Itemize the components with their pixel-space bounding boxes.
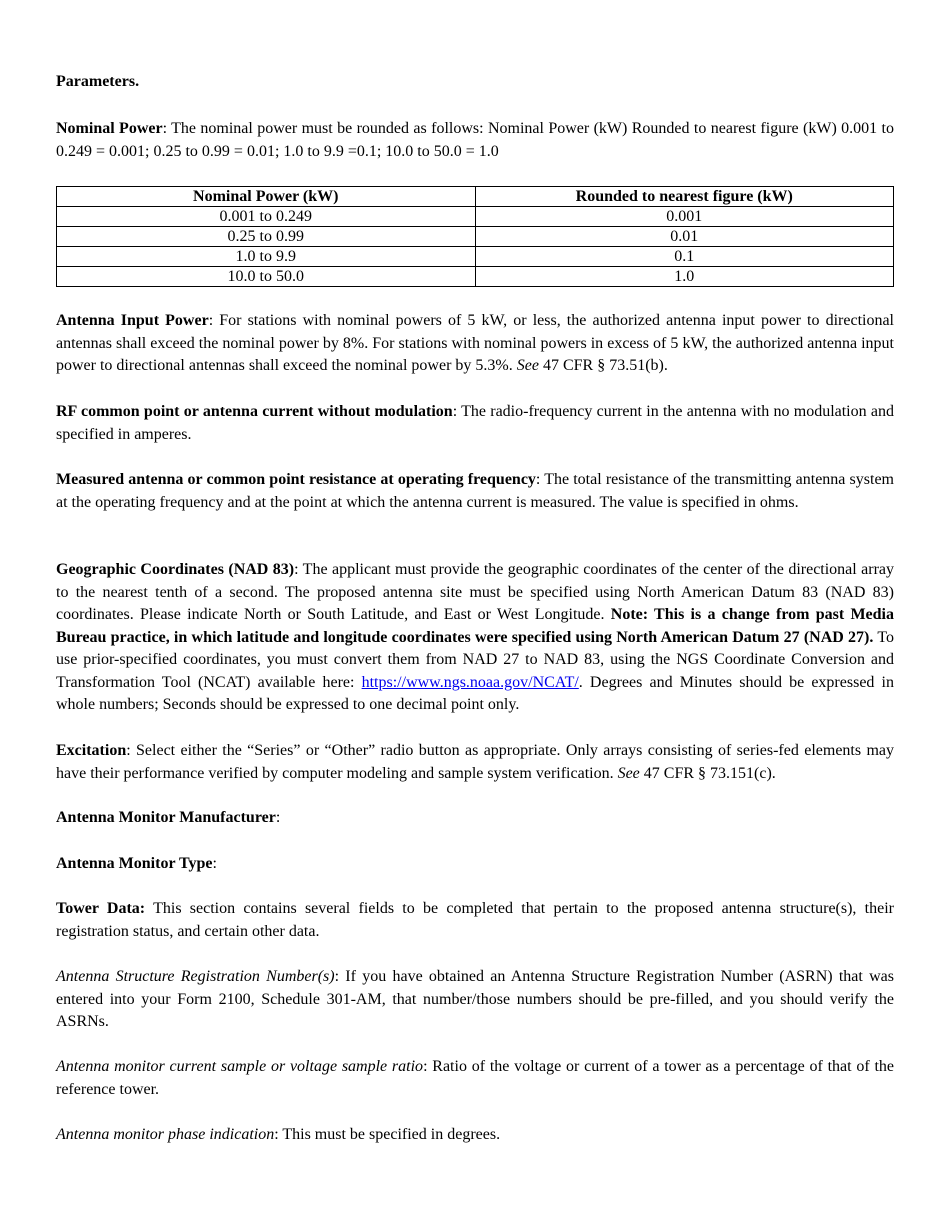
phase-indication-paragraph <box>56 1124 894 1147</box>
table-header-nominal: Nominal Power (kW) <box>57 187 476 207</box>
section-heading: Parameters. <box>56 73 140 90</box>
table-cell: 1.0 to 9.9 <box>57 247 476 267</box>
cfr-citation: 47 CFR § 73.151(c). <box>639 764 776 782</box>
antenna-input-power-paragraph <box>56 310 894 378</box>
coordinates-note: Note: This is a change from past Media Bureau practice, in which latitude and longitude coordinates were specified using North American Datum 27 (NAD 27). <box>56 606 895 646</box>
rounding-table <box>56 186 894 287</box>
tower-data-paragraph <box>56 898 894 943</box>
rf-current-paragraph <box>56 401 894 446</box>
table-cell: 10.0 to 50.0 <box>57 267 476 287</box>
excitation-text: : Select either the “Series” or “Other” radio button as appropriate. Only arrays consisting of series-fed elements may have their performance verified by computer modeling and sample system verification. <box>56 742 894 782</box>
coordinates-conversion-text: To use prior-specified coordinates, you must convert them from NAD 27 to NAD 83, using the NGS Coordinate Conversion and Transformation Tool (NCAT) available here: <box>56 628 894 691</box>
monitor-manufacturer-paragraph <box>56 807 894 830</box>
asrn-paragraph <box>56 966 894 1034</box>
nominal-power-label: Nominal Power <box>56 120 163 137</box>
cfr-citation: 47 CFR § 73.51(b). <box>538 357 668 374</box>
antenna-input-power-text: : For stations with nominal powers of 5 kW, or less, the authorized antenna input power to directional antennas shall exceed the nominal power by 8%. For stations with nominal powers in excess of 5 kW, the authorized antenna input power to directional antennas shall exceed the nominal power by 5.3%. <box>56 312 895 374</box>
antenna-input-power-label: Antenna Input Power <box>56 312 209 329</box>
table-cell: 0.1 <box>475 247 894 267</box>
table-cell: 0.01 <box>475 227 894 247</box>
sample-ratio-paragraph <box>56 1056 894 1101</box>
see-reference: See <box>516 357 539 374</box>
asrn-text: : If you have obtained an Antenna Structure Registration Number (ASRN) that was entered into your Form 2100, Schedule 301-AM, that number/those numbers should be pre-filled, and you should verify the ASRNs. <box>56 968 894 1030</box>
sample-ratio-text: : Ratio of the voltage or current of a tower as a percentage of that of the reference tower. <box>56 1058 895 1098</box>
coordinates-paragraph <box>56 559 894 717</box>
table-row <box>57 247 894 267</box>
resistance-label: Measured antenna or common point resistance at operating frequency <box>56 471 536 488</box>
table-row <box>57 207 894 227</box>
table-row <box>57 267 894 287</box>
excitation-paragraph <box>56 740 894 785</box>
monitor-type-paragraph <box>56 853 894 876</box>
rf-current-label: RF common point or antenna current without modulation <box>56 403 453 420</box>
coordinates-format-text: . Degrees and Minutes should be expressed in whole numbers; Seconds should be expressed to one decimal point only. <box>56 673 895 713</box>
rf-current-text: : The radio-frequency current in the antenna with no modulation and specified in amperes. <box>56 403 894 443</box>
see-reference: See <box>617 764 640 782</box>
sample-ratio-label: Antenna monitor current sample or voltage sample ratio <box>56 1058 424 1075</box>
resistance-paragraph <box>56 469 894 514</box>
coordinates-text: : The applicant must provide the geographic coordinates of the center of the directional array to the nearest tenth of a second. The proposed antenna site must be specified using North American Datum 83 (NAD 83) coordinates. Please indicate North or South Latitude, and East or West Longitude. <box>56 561 895 623</box>
table-header-rounded: Rounded to nearest figure (kW) <box>475 187 894 207</box>
table-cell: 0.001 to 0.249 <box>57 207 476 227</box>
excitation-label: Excitation <box>56 742 127 759</box>
asrn-label: Antenna Structure Registration Number(s) <box>56 968 335 985</box>
table-cell: 0.25 to 0.99 <box>57 227 476 247</box>
resistance-text: : The total resistance of the transmitting antenna system at the operating frequency and at the point at which the antenna current is measured. The value is specified in ohms. <box>56 471 894 511</box>
ncat-link[interactable]: https://www.ngs.noaa.gov/NCAT/ <box>361 673 579 691</box>
nominal-power-paragraph <box>56 118 894 163</box>
nominal-power-text: : The nominal power must be rounded as follows: Nominal Power (kW) Rounded to nearest figure (kW) 0.001 to 0.249 = 0.001; 0.25 to 0.99 = 0.01; 1.0 to 9.9 =0.1; 10.0 to 50.0 = 1.0 <box>56 120 895 160</box>
phase-indication-text: : This must be specified in degrees. <box>274 1126 501 1143</box>
monitor-type-text: : <box>212 855 217 872</box>
phase-indication-label: Antenna monitor phase indication <box>56 1126 275 1143</box>
coordinates-label: Geographic Coordinates (NAD 83) <box>56 561 295 578</box>
monitor-type-label: Antenna Monitor Type <box>56 855 213 872</box>
table-cell: 0.001 <box>475 207 894 227</box>
table-row <box>57 227 894 247</box>
monitor-manufacturer-text: : <box>275 809 281 826</box>
monitor-manufacturer-label: Antenna Monitor Manufacturer <box>56 809 276 826</box>
table-header-row <box>57 187 894 207</box>
tower-data-text: This section contains several fields to be completed that pertain to the proposed antenna structure(s), their registration status, and certain other data. <box>56 900 894 940</box>
table-cell: 1.0 <box>475 267 894 287</box>
tower-data-label: Tower Data: <box>56 900 146 917</box>
